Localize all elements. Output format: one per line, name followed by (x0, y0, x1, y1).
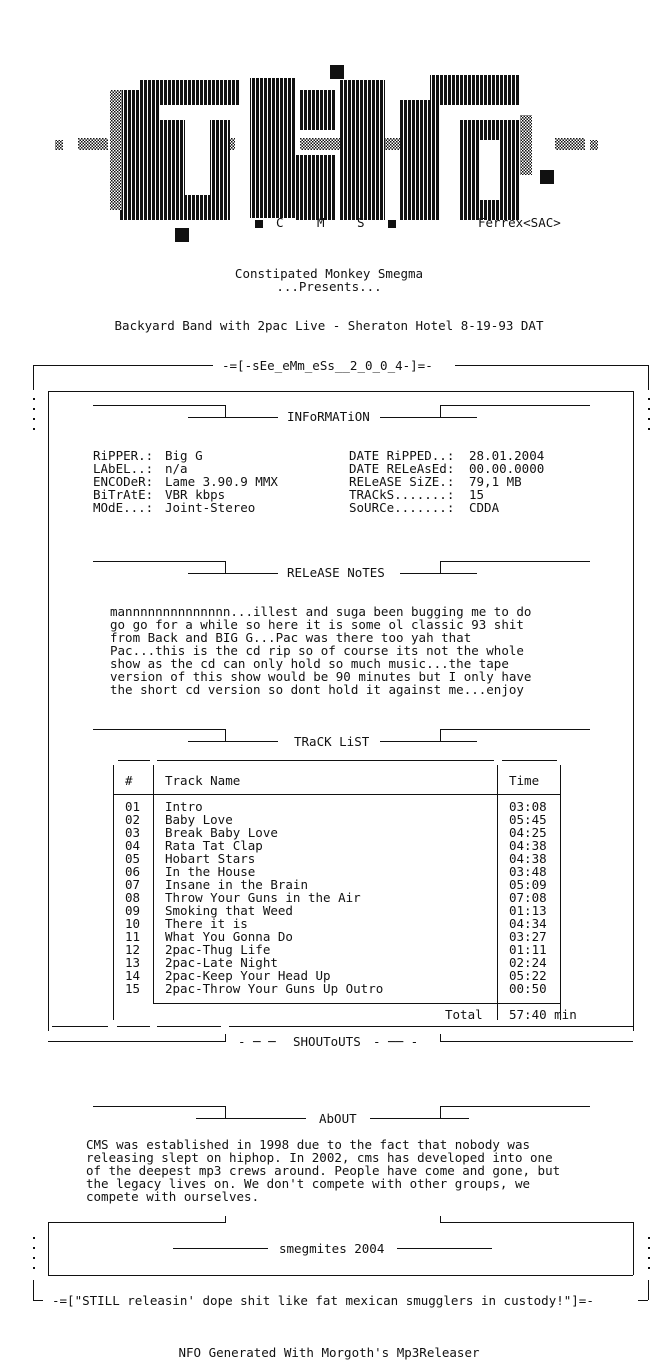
track-number: 06 (125, 864, 141, 879)
track-name: Hobart Stars (165, 851, 256, 866)
frame-left-edge-top (33, 365, 34, 390)
info-label: RiPPER.: (93, 448, 154, 463)
generator-credit: NFO Generated With Morgoth's Mp3Releaser (178, 1345, 480, 1360)
info-label: RELeASE SiZE.: (349, 474, 455, 489)
track-time: 04:25 (509, 825, 547, 840)
track-name: Throw Your Guns in the Air (165, 890, 361, 905)
total-value: 57:40 min (509, 1007, 577, 1022)
track-name: In the House (165, 864, 256, 879)
info-label: MOdE...: (93, 500, 154, 515)
track-time: 05:22 (509, 968, 547, 983)
logo-letter-m: M (317, 215, 325, 230)
track-name: Rata Tat Clap (165, 838, 263, 853)
track-time: 05:45 (509, 812, 547, 827)
signoff-text: smegmites 2004 (279, 1241, 385, 1256)
track-time: 01:13 (509, 903, 547, 918)
track-number: 15 (125, 981, 141, 996)
signoff-dash-right (397, 1248, 492, 1249)
track-number: 05 (125, 851, 141, 866)
about-line: CMS was established in 1998 due to the fact that nobody was (86, 1137, 531, 1152)
frame-right-edge-top (648, 365, 649, 390)
track-time: 07:08 (509, 890, 547, 905)
signoff-line-left (48, 1222, 225, 1223)
info-label: BiTrAtE: (93, 487, 154, 502)
section-header-about (0, 1101, 658, 1126)
shoutouts-dashes-left: - ─ ─ (238, 1034, 276, 1049)
section-header-information (0, 400, 658, 424)
info-value: 00.00.0000 (469, 461, 545, 476)
track-name: 2pac-Keep Your Head Up (165, 968, 331, 983)
track-name: 2pac-Thug Life (165, 942, 271, 957)
track-time: 03:48 (509, 864, 547, 879)
inner-box-top (48, 391, 633, 392)
notes-line: show as the cd can only hold so much music...the tape (110, 656, 509, 671)
info-value: 28.01.2004 (469, 448, 545, 463)
group-name: Constipated Monkey Smegma (234, 266, 424, 281)
section-title-release-notes: RELeASE NoTES (287, 565, 385, 580)
track-time: 03:27 (509, 929, 547, 944)
section-title-information: INFoRMATiON (287, 409, 370, 424)
track-time: 01:11 (509, 942, 547, 957)
track-number: 12 (125, 942, 141, 957)
section-title-about: AbOUT (319, 1111, 357, 1126)
section-header-track-list (0, 724, 658, 749)
track-time: 04:34 (509, 916, 547, 931)
cms-ascii-logo (0, 60, 658, 254)
info-value: VBR kbps (165, 487, 226, 502)
section-title-shoutouts: SHOUToUTS (293, 1034, 361, 1049)
signoff-line-right (440, 1222, 633, 1223)
signoff-dash-left (173, 1248, 268, 1249)
track-number: 13 (125, 955, 141, 970)
info-label: SoURCe.......: (349, 500, 455, 515)
track-number: 03 (125, 825, 141, 840)
logo-letter-s: S (357, 215, 365, 230)
notes-line: Pac...this is the cd rip so of course its not the whole (110, 643, 524, 658)
column-header-name: Track Name (165, 773, 241, 788)
track-time: 02:24 (509, 955, 547, 970)
frame-left-dots-bottom (33, 1237, 35, 1277)
track-time: 05:09 (509, 877, 547, 892)
footer-tagline: -=["STILL releasin' dope shit like fat mexican smugglers in custody!"]=- (52, 1293, 594, 1308)
about-line: the legacy lives on. We don't compete with other groups, we (86, 1176, 531, 1191)
track-name: There it is (165, 916, 248, 931)
info-label: LAbEL..: (93, 461, 154, 476)
logo-credit: Ferrex<SAC> (478, 215, 561, 230)
notes-line: from Back and BIG G...Pac was there too yah that (110, 630, 472, 645)
total-label: Total (445, 1007, 483, 1022)
section-header-release-notes (0, 556, 658, 580)
info-value: Lame 3.90.9 MMX (165, 474, 278, 489)
track-time: 03:08 (509, 799, 547, 814)
info-value: n/a (165, 461, 188, 476)
inner-box-right (633, 391, 634, 1031)
release-title: Backyard Band with 2pac Live - Sheraton Hotel 8-19-93 DAT (114, 318, 544, 333)
track-number: 10 (125, 916, 141, 931)
track-name: Baby Love (165, 812, 233, 827)
track-name: Insane in the Brain (165, 877, 308, 892)
frame-top-right-line (455, 365, 649, 366)
info-label: TRACkS.......: (349, 487, 455, 502)
info-label: DATE RiPPED..: (349, 448, 455, 463)
about-line: releasing slept on hiphop. In 2002, cms has developed into one (86, 1150, 553, 1165)
track-name: 2pac-Late Night (165, 955, 278, 970)
info-value: Joint-Stereo (165, 500, 256, 515)
track-time: 04:38 (509, 851, 547, 866)
track-number: 14 (125, 968, 141, 983)
presents-text: ...Presents... (276, 279, 382, 294)
track-name: Intro (165, 799, 203, 814)
track-time: 00:50 (509, 981, 547, 996)
shoutouts-dashes-right: - ── - (373, 1034, 419, 1049)
track-name: Smoking that Weed (165, 903, 293, 918)
info-value: Big G (165, 448, 203, 463)
track-number: 01 (125, 799, 141, 814)
track-number: 04 (125, 838, 141, 853)
track-name: 2pac-Throw Your Guns Up Outro (165, 981, 384, 996)
about-line: of the deepest mp3 crews around. People have come and gone, but (86, 1163, 561, 1178)
info-value: 15 (469, 487, 485, 502)
section-title-track-list: TRaCK LiST (294, 734, 370, 749)
about-line: compete with ourselves. (86, 1189, 260, 1204)
track-time: 04:38 (509, 838, 547, 853)
notes-line: the short cd version so dont hold it against me...enjoy (110, 682, 524, 697)
info-label: DATE RELeAsEd: (349, 461, 455, 476)
track-number: 08 (125, 890, 141, 905)
track-number: 02 (125, 812, 141, 827)
frame-right-dots-bottom (648, 1237, 650, 1277)
column-header-num: # (125, 773, 133, 788)
track-number: 11 (125, 929, 141, 944)
info-value: 79,1 MB (469, 474, 522, 489)
logo-letter-c: C (276, 215, 284, 230)
track-name: What You Gonna Do (165, 929, 293, 944)
inner-box-bottom (48, 1275, 633, 1276)
track-number: 09 (125, 903, 141, 918)
notes-line: mannnnnnnnnnnnnn...illest and suga been bugging me to do (110, 604, 532, 619)
frame-top-left-line (33, 365, 213, 366)
track-number: 07 (125, 877, 141, 892)
inner-box-left (48, 391, 49, 1031)
frame-top-label: -=[-sEe_eMm_eSs__2_0_0_4-]=- (222, 358, 433, 373)
column-header-time: Time (509, 773, 540, 788)
notes-line: go go for a while so here it is some ol classic 93 shit (110, 617, 524, 632)
notes-line: version of this show would be 90 minutes but I only have (110, 669, 532, 684)
info-label: ENCODeR: (93, 474, 154, 489)
info-value: CDDA (469, 500, 500, 515)
track-name: Break Baby Love (165, 825, 278, 840)
